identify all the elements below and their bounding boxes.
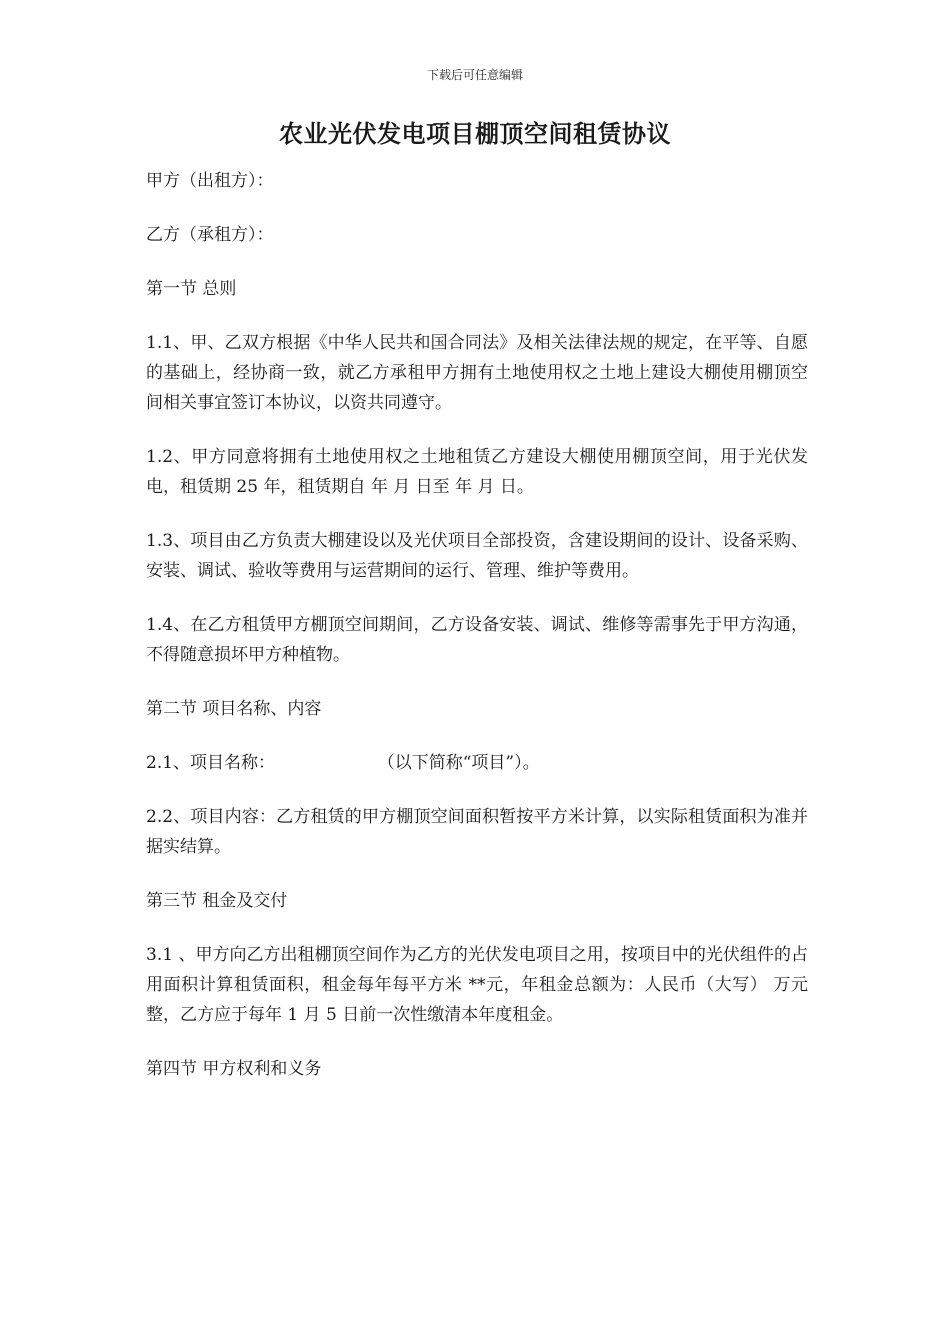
clause-1-1: 1.1、甲、乙双方根据《中华人民共和国合同法》及相关法律法规的规定，在平等、自愿的基础上，经协商一致，就乙方承租甲方拥有土地使用权之土地上建设大棚使用棚顶空间相关事宜签订本协议，以资共同遵守。 bbox=[146, 333, 808, 413]
document-title: 农业光伏发电项目棚顶空间租赁协议 bbox=[279, 119, 671, 148]
clause-2-1: 2.1、项目名称： （以下简称“项目”）。 bbox=[146, 753, 540, 773]
header-note: 下载后可任意编辑 bbox=[426, 68, 523, 82]
clause-1-4: 1.4、在乙方租赁甲方棚顶空间期间，乙方设备安装、调试、维修等需事先于甲方沟通，不得随意损坏甲方种植物。 bbox=[146, 615, 808, 665]
section-heading-4: 第四节 甲方权利和义务 bbox=[146, 1059, 322, 1079]
clause-3-1: 3.1 、甲方向乙方出租棚顶空间作为乙方的光伏发电项目之用，按项目中的光伏组件的占用面积计算租赁面积，租金每年每平方米 **元，年租金总额为：人民币（大写） 万元整，乙方应于每年 1 月 5 日前一次性缴清本年度租金。 bbox=[146, 945, 808, 1025]
section-heading-2: 第二节 项目名称、内容 bbox=[146, 699, 322, 719]
clause-2-2: 2.2、项目内容：乙方租赁的甲方棚顶空间面积暂按平方米计算，以实际租赁面积为准并据实结算。 bbox=[146, 807, 808, 857]
party-a-line: 甲方（出租方）： bbox=[146, 171, 274, 191]
clause-1-2: 1.2、甲方同意将拥有土地使用权之土地租赁乙方建设大棚使用棚顶空间，用于光伏发电，租赁期 25 年，租赁期自 年 月 日至 年 月 日。 bbox=[146, 447, 808, 497]
section-heading-1: 第一节 总则 bbox=[146, 279, 237, 299]
party-b-line: 乙方（承租方）： bbox=[146, 225, 274, 245]
section-heading-3: 第三节 租金及交付 bbox=[146, 891, 288, 911]
clause-1-3: 1.3、项目由乙方负责大棚建设以及光伏项目全部投资，含建设期间的设计、设备采购、安装、调试、验收等费用与运营期间的运行、管理、维护等费用。 bbox=[146, 531, 808, 581]
document-body bbox=[146, 166, 808, 1108]
